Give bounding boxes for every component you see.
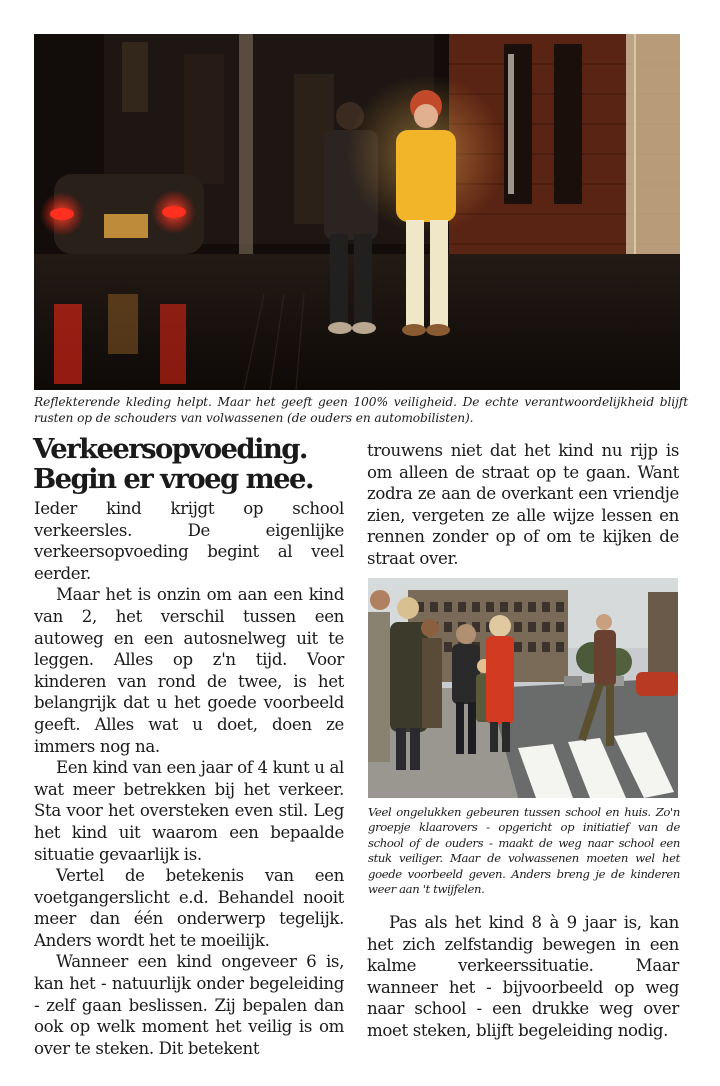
crossing-illustration — [368, 578, 678, 798]
paragraph-3: Een kind van een jaar of 4 kunt u al wat meer betrekken bij het verkeer. Sta voor het oversteken even stil. Leg het kind uit waarom een bepaalde situatie gevaarlijk is. — [34, 758, 344, 864]
night-street-illustration — [34, 34, 680, 390]
left-column — [34, 498, 344, 1059]
crossing-photo — [368, 578, 678, 798]
paragraph-2: Maar het is onzin om aan een kind van 2, het verschil tussen een autoweg en een autosnelweg uit te leggen. Alles op z'n tijd. Voor kinderen van rond de twee, is het belangrijk dat u het goede voorbeeld geeft. Alles wat u doet, doen ze immers nog na. — [34, 585, 344, 756]
article-title-line-2: Begin er vroeg mee. — [33, 463, 313, 495]
paragraph-4: Vertel de betekenis van een voetgangerslicht e.d. Behandel nooit meer dan één onderwerp tegelijk. Anders wordt het te moeilijk. — [34, 866, 344, 950]
paragraph-continued: trouwens niet dat het kind nu rijp is om alleen de straat op te gaan. Want zodra ze aan de overkant een vriendje zien, vergeten ze alle wijze lessen en rennen zonder op of om te kijken de straat over. — [367, 441, 679, 568]
red-car — [636, 672, 678, 696]
paragraph-5: Wanneer een kind ongeveer 6 is, kan het - natuurlijk onder begeleiding - zelf gaan beslissen. Zij bepalen dan ook op welk moment het veilig is om over te steken. Dit betekent — [34, 952, 344, 1058]
crossing-photo-caption: Veel ongelukken gebeuren tussen school en huis. Zo'n groepje klaarovers - opgericht op initiatief van de school of de ouders - maakt de weg naar school een stuk veiliger. Maar de volwassenen moeten wel het goede voorbeeld geven. Anders breng je de kinderen weer aan 't twijfelen. — [368, 805, 680, 897]
paragraph-final: Pas als het kind 8 à 9 jaar is, kan het zich zelfstandig bewegen in een kalme verkeerssituatie. Maar wanneer het - bijvoorbeeld op weg naar school - een drukke weg over moet steken, blijft begeleiding nodig. — [367, 913, 679, 1040]
right-column-top — [367, 440, 679, 570]
night-street-photo — [34, 34, 680, 390]
paragraph-1: Ieder kind krijgt op school verkeersles. De eigenlijke verkeersopvoeding begint al veel eerder. — [34, 499, 344, 583]
article-title-line-1: Verkeersopvoeding. — [33, 433, 307, 465]
right-column-bottom — [367, 912, 679, 1042]
top-photo-caption: Reflekterende kleding helpt. Maar het geeft geen 100% veiligheid. De echte verantwoordelijkheid blijft rusten op de schouders van volwassenen (de ouders en automobilisten). — [34, 395, 688, 425]
article-title — [33, 434, 353, 494]
